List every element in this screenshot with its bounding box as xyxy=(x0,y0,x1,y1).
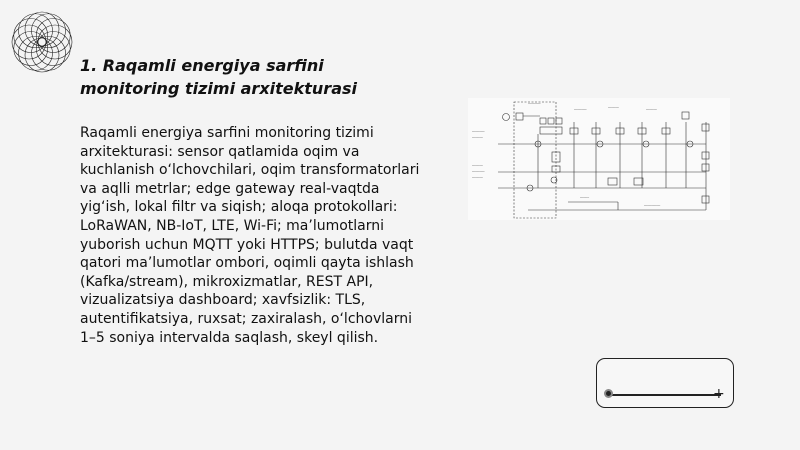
svg-text:‾‾‾‾‾‾: ‾‾‾‾‾‾ xyxy=(472,177,483,181)
svg-text:‾‾‾‾‾‾: ‾‾‾‾‾‾ xyxy=(472,137,483,141)
svg-text:‾‾‾‾‾‾: ‾‾‾‾‾‾ xyxy=(472,165,483,169)
svg-text:‾‾‾‾‾‾: ‾‾‾‾‾‾ xyxy=(608,107,619,111)
svg-text:‾‾‾‾‾: ‾‾‾‾‾ xyxy=(580,197,589,201)
circle-handle-icon[interactable] xyxy=(604,389,613,398)
plus-icon[interactable]: + xyxy=(713,386,725,402)
svg-text:‾‾‾‾‾‾‾: ‾‾‾‾‾‾‾ xyxy=(528,103,541,107)
svg-text:‾‾‾‾‾‾: ‾‾‾‾‾‾ xyxy=(646,109,657,113)
svg-text:‾‾‾‾‾‾‾: ‾‾‾‾‾‾‾ xyxy=(574,109,587,113)
spirograph-ring xyxy=(25,38,59,72)
spirograph-ring xyxy=(12,25,46,59)
spirograph-ring xyxy=(25,12,59,46)
slider-track[interactable] xyxy=(609,394,721,396)
slide-body-text: Raqamli energiya sarfini monitoring tizimi arxitekturasi: sensor qatlamida oqim va kuchlanish o‘lchovchilari, oqim transformatorlari va aqlli metrlar; edge gateway real-vaqtda yig‘ish, lokal filtr va siqish; aloqa protokollari: LoRaWAN, NB-IoT, LTE, Wi-Fi; ma’lumotlarni yuborish uchun MQTT yoki HTTPS; bulutda vaqt qatori ma’lumotlar ombori, oqimli qayta ishlash (Kafka/stream), mikroxizmatlar, REST API, vizualizatsiya dashboard; xavfsizlik: TLS, autentifikatsiya, ruxsat; zaxiralash, o‘lchovlarni 1–5 soniya intervalda saqlash, skeyl qilish. xyxy=(80,125,420,346)
svg-text:‾‾‾‾‾‾‾: ‾‾‾‾‾‾‾ xyxy=(472,171,485,175)
architecture-diagram xyxy=(468,98,730,220)
svg-text:‾‾‾‾‾‾‾: ‾‾‾‾‾‾‾ xyxy=(472,131,485,135)
schematic-drawing xyxy=(468,98,730,220)
spirograph-logo-icon xyxy=(4,4,80,80)
slider-widget[interactable] xyxy=(596,358,734,408)
svg-text:‾‾‾‾‾‾‾‾‾: ‾‾‾‾‾‾‾‾‾ xyxy=(644,205,661,209)
slide-title: 1. Raqamli energiya sarfini monitoring tizimi arxitekturasi xyxy=(80,56,357,98)
spirograph-ring xyxy=(38,25,72,59)
